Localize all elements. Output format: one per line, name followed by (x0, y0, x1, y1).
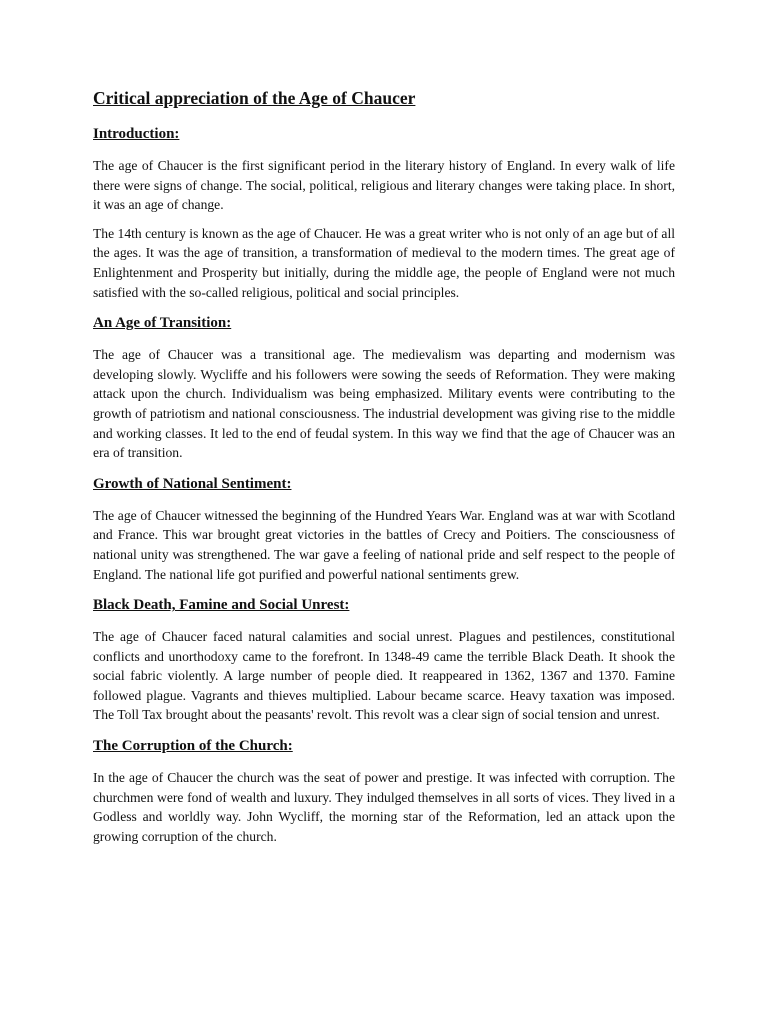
section-national-sentiment (93, 474, 675, 584)
paragraph: The age of Chaucer witnessed the beginning of the Hundred Years War. England was at war with Scotland and France. This war brought great victories in the battles of Crecy and Poitiers. The consciousness of national unity was strengthened. The war gave a feeling of national pride and self respect to the people of England. The national life got purified and powerful national sentiments grew. (93, 507, 675, 582)
paragraph: The age of Chaucer is the first significant period in the literary history of England. In every walk of life there were signs of change. The social, political, religious and literary changes were taking place. In short, it was an age of change. (93, 158, 675, 213)
section-heading: Black Death, Famine and Social Unrest: (93, 597, 350, 614)
section-introduction (93, 124, 675, 302)
document-title: Critical appreciation of the Age of Chaucer (93, 88, 416, 108)
paragraph: The age of Chaucer was a transitional age. The medievalism was departing and modernism was developing slowly. Wycliffe and his followers were sowing the seeds of Reformation. They were making attack upon the church. Individualism was being emphasized. Military events were contributing to the growth of patriotism and national consciousness. The industrial development was giving rise to the middle and working classes. It led to the end of feudal system. In this way we find that the age of Chaucer was an era of transition. (93, 347, 675, 461)
section-heading: An Age of Transition: (93, 315, 232, 332)
section-black-death (93, 595, 675, 725)
paragraph: In the age of Chaucer the church was the seat of power and prestige. It was infected with corruption. The churchmen were fond of wealth and luxury. They indulged themselves in all sorts of vices. They lived in a Godless and worldly way. John Wycliff, the morning star of the Reformation, led an attack upon the growing corruption of the church. (93, 770, 675, 844)
section-heading: Introduction: (93, 126, 180, 142)
section-age-of-transition (93, 313, 675, 463)
section-heading: Growth of National Sentiment: (93, 475, 292, 492)
document-page (93, 86, 675, 857)
paragraph: The 14th century is known as the age of Chaucer. He was a great writer who is not only of an age but of all the ages. It was the age of transition, a transformation of medieval to the modern times. The great age of Enlightenment and Prosperity but initially, during the middle age, the people of England were not much satisfied with the so-called religious, political and social principles. (93, 225, 675, 300)
section-church-corruption (93, 736, 675, 846)
paragraph: The age of Chaucer faced natural calamities and social unrest. Plagues and pestilences, constitutional conflicts and unorthodoxy came to the forefront. In 1348-49 came the terrible Black Death. It shook the social fabric violently. A large number of people died. It reappeared in 1362, 1367 and 1370. Famine followed plague. Vagrants and thieves multiplied. Labour became scarce. Heavy taxation was imposed. The Toll Tax brought about the peasants' revolt. This revolt was a clear sign of social tension and unrest. (93, 629, 675, 723)
section-heading: The Corruption of the Church: (93, 738, 293, 755)
